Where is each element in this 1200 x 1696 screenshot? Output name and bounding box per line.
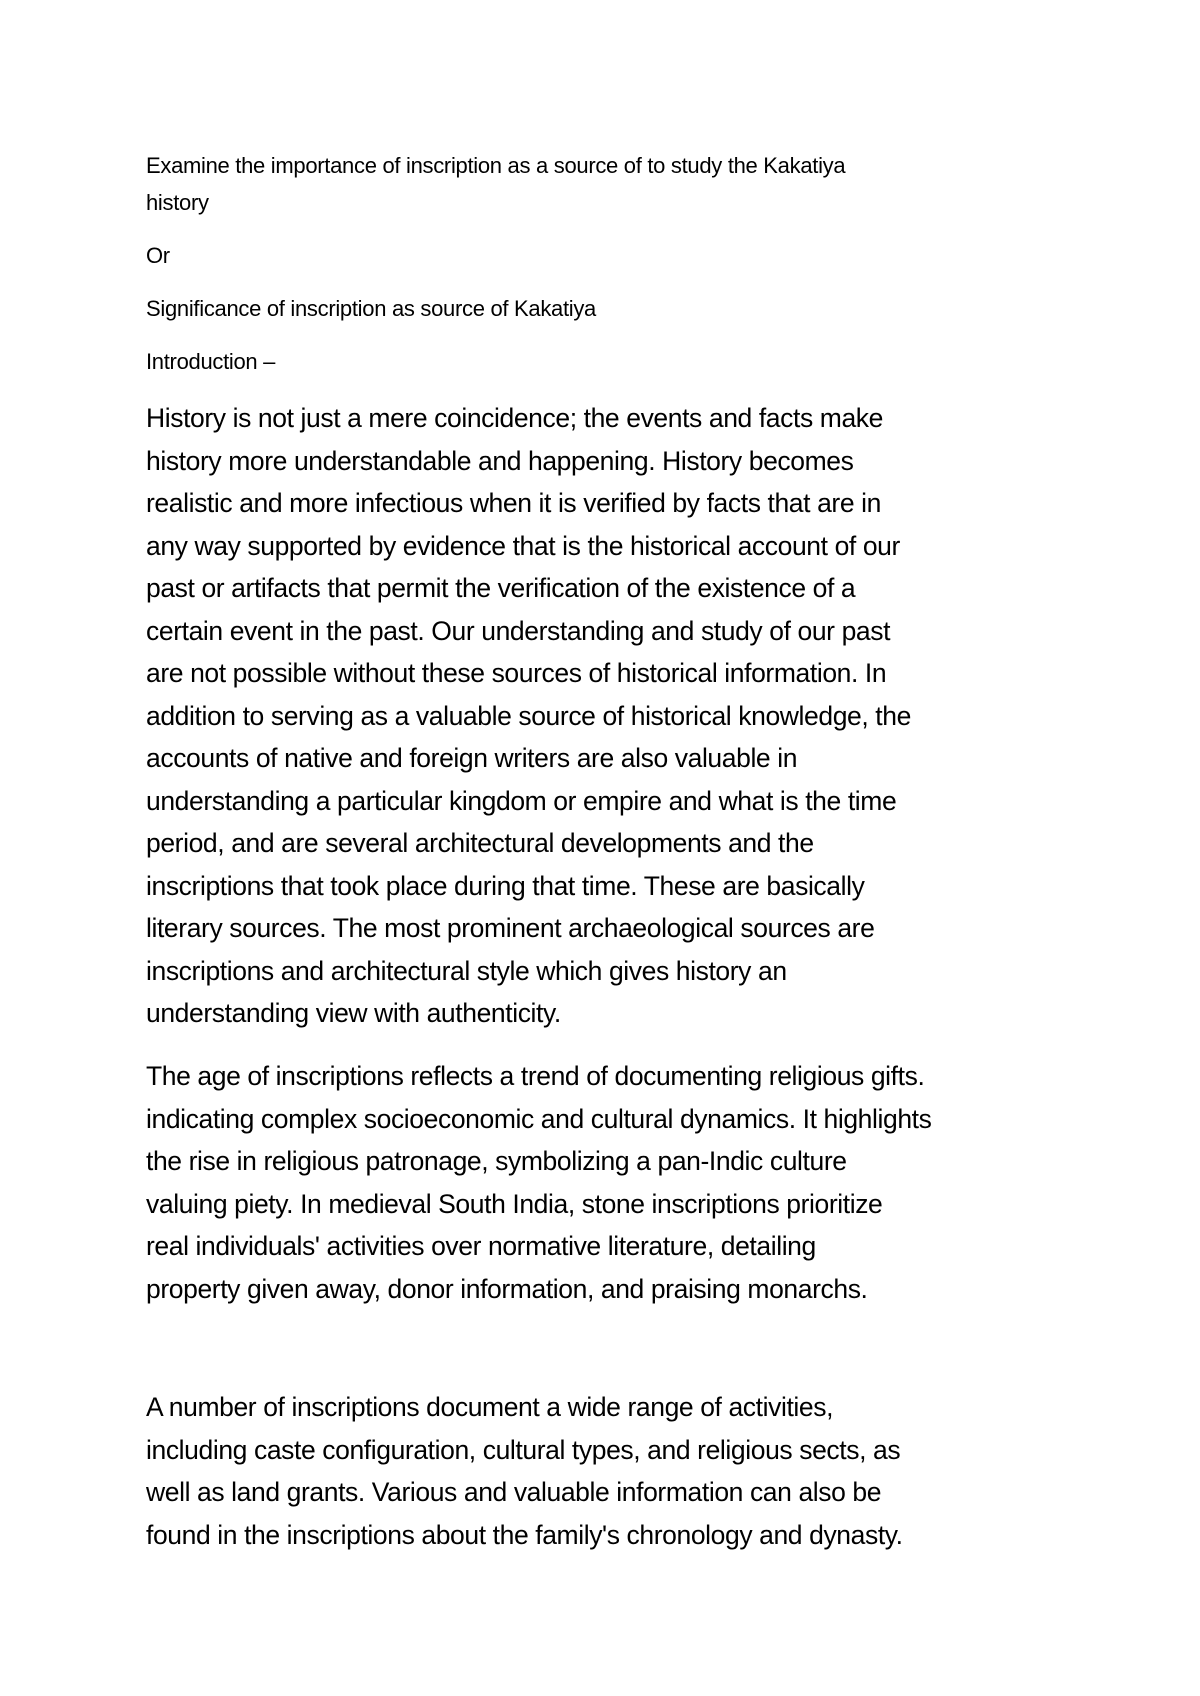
or-text: Or: [146, 243, 170, 268]
paragraph-1: [146, 397, 1096, 1035]
subtitle-text: Significance of inscription as source of Kakatiya: [146, 296, 596, 321]
paragraph-line: property given away, donor information, and praising monarchs.: [146, 1273, 868, 1304]
paragraph-line: History is not just a mere coincidence; the events and facts make: [146, 403, 883, 433]
intro-heading-text: Introduction –: [146, 349, 276, 374]
paragraph-line: A number of inscriptions document a wide range of activities,: [146, 1392, 834, 1422]
document-title: [146, 147, 1086, 221]
paragraph-line: indicating complex socioeconomic and cultural dynamics. It highlights: [146, 1103, 932, 1134]
paragraph-line: literary sources. The most prominent archaeological sources are: [146, 913, 875, 943]
paragraph-line: certain event in the past. Our understanding and study of our past: [146, 615, 891, 646]
paragraph-line: addition to serving as a valuable source of historical knowledge, the: [146, 700, 911, 731]
paragraph-line: are not possible without these sources of historical information. In: [146, 658, 887, 688]
paragraph-3: [146, 1386, 1096, 1556]
title-line: Examine the importance of inscription as a source of to study the Kakatiya: [146, 153, 846, 178]
paragraph-line: history more understandable and happening. History becomes: [146, 445, 854, 476]
paragraph-line: understanding view with authenticity.: [146, 998, 561, 1028]
document-subtitle: [146, 290, 1086, 327]
title-line: history: [146, 190, 209, 215]
paragraph-line: past or artifacts that permit the verification of the existence of a: [146, 573, 856, 603]
paragraph-line: period, and are several architectural developments and the: [146, 828, 814, 858]
paragraph-line: The age of inscriptions reflects a trend of documenting religious gifts.: [146, 1061, 925, 1091]
paragraph-line: found in the inscriptions about the family's chronology and dynasty.: [146, 1519, 903, 1550]
paragraph-line: understanding a particular kingdom or empire and what is the time: [146, 785, 897, 816]
paragraph-2: [146, 1055, 1096, 1310]
paragraph-line: inscriptions and architectural style which gives history an: [146, 955, 787, 986]
paragraph-line: valuing piety. In medieval South India, stone inscriptions prioritize: [146, 1188, 883, 1219]
paragraph-line: realistic and more infectious when it is verified by facts that are in: [146, 488, 881, 518]
paragraph-line: including caste configuration, cultural types, and religious sects, as: [146, 1434, 901, 1465]
paragraph-line: well as land grants. Various and valuable information can also be: [146, 1477, 882, 1507]
or-label: [146, 237, 1086, 274]
intro-heading: [146, 343, 1086, 380]
paragraph-line: inscriptions that took place during that time. These are basically: [146, 870, 865, 901]
paragraph-line: real individuals' activities over normative literature, detailing: [146, 1231, 816, 1261]
paragraph-line: the rise in religious patronage, symbolizing a pan-Indic culture: [146, 1146, 847, 1176]
paragraph-line: any way supported by evidence that is the historical account of our: [146, 530, 900, 561]
paragraph-line: accounts of native and foreign writers are also valuable in: [146, 743, 798, 773]
